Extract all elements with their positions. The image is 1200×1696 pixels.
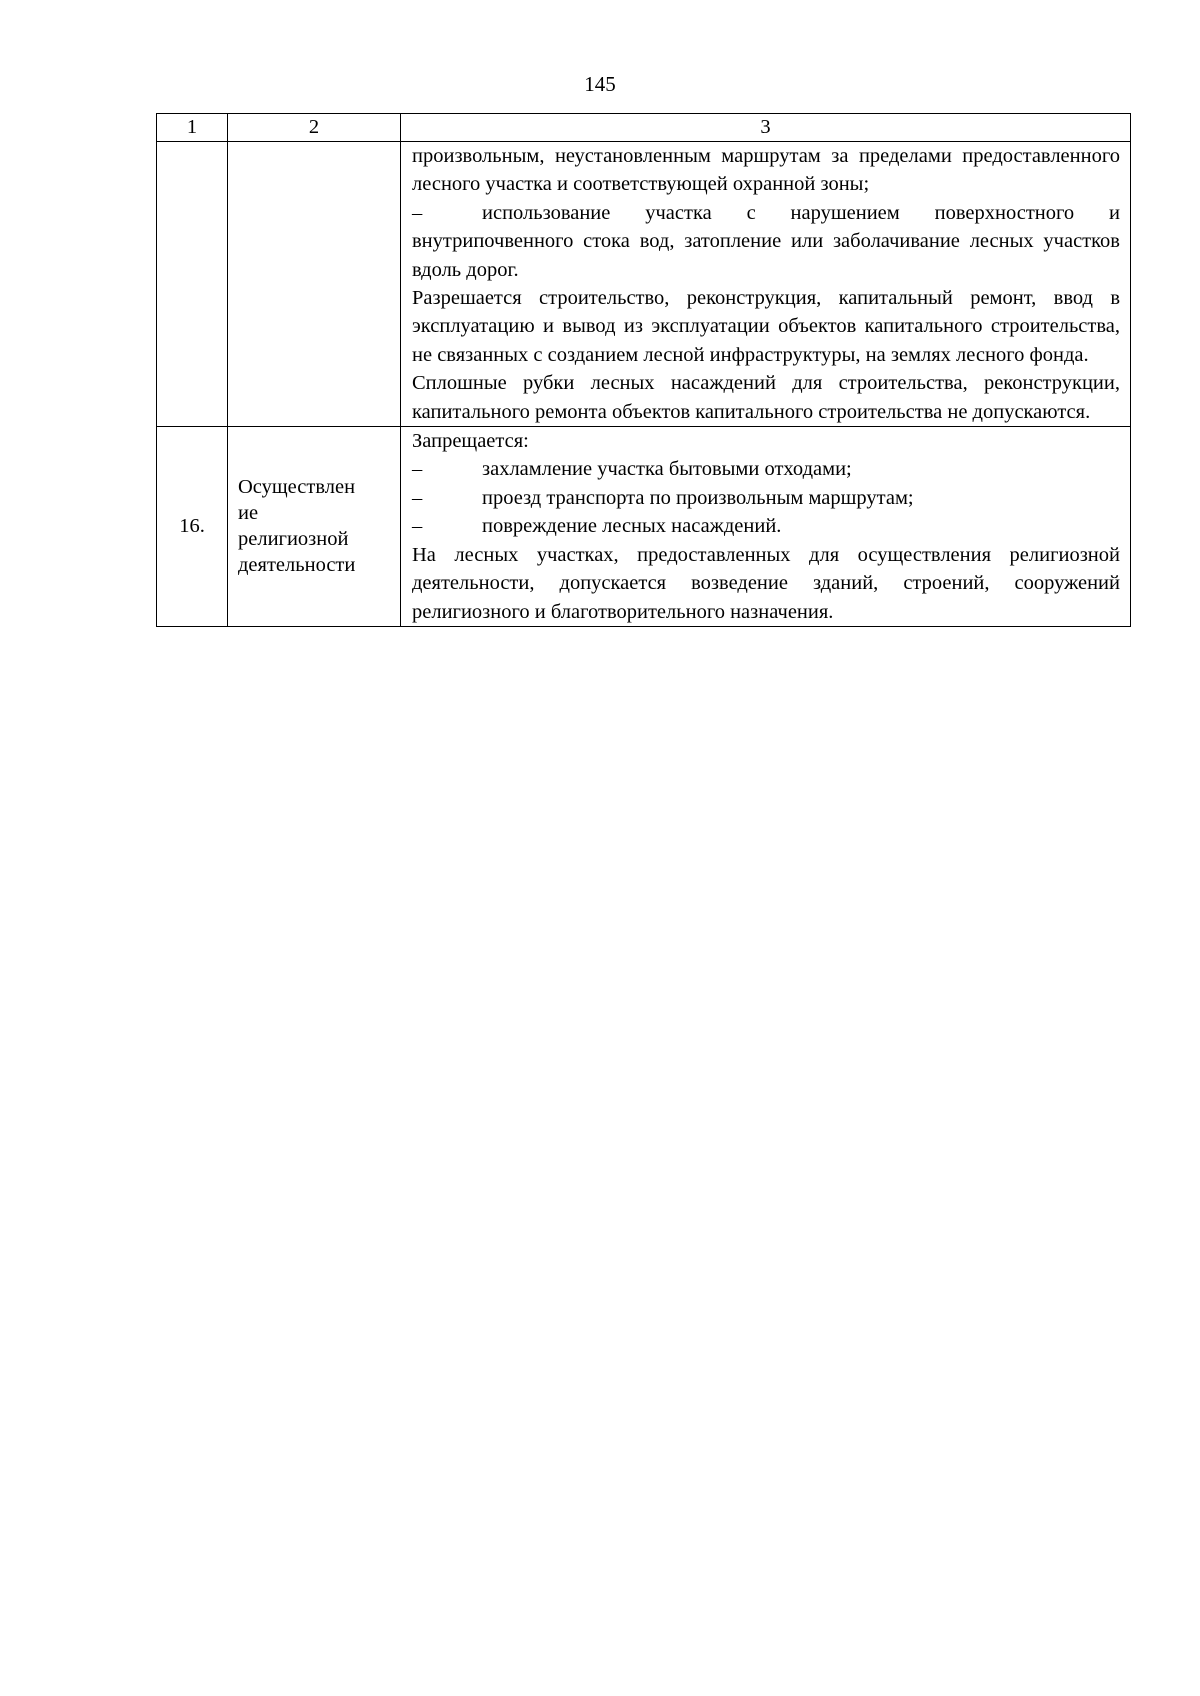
list-item-text: повреждение лесных насаждений. bbox=[482, 515, 782, 538]
row-name-line: деятельности bbox=[238, 554, 356, 577]
row-name-line: Осуществлен bbox=[238, 476, 356, 499]
dash-mark: – bbox=[412, 515, 423, 538]
paragraph-final: На лесных участках, предоставленных для осуществления религиозной деятельности, допускается возведение зданий, строений, сооружений религиозного и благотворительного назначения. bbox=[412, 543, 1120, 623]
table-row-16 bbox=[157, 427, 1131, 627]
header-col-2: 2 bbox=[228, 114, 401, 142]
paragraph-intro: Запрещается: bbox=[412, 430, 529, 453]
dash-mark: – bbox=[412, 486, 423, 509]
page-number: 145 bbox=[584, 72, 616, 96]
row-name-line: ие bbox=[238, 502, 259, 525]
row-name-cell bbox=[228, 427, 401, 627]
dash-mark: – bbox=[412, 458, 423, 481]
row-number-cell bbox=[157, 142, 228, 427]
header-col-1: 1 bbox=[157, 114, 228, 142]
header-col-3: 3 bbox=[401, 114, 1131, 142]
list-item bbox=[412, 484, 1120, 512]
table-row-continued bbox=[157, 142, 1131, 427]
table-header-row bbox=[157, 114, 1131, 142]
row-number-cell: 16. bbox=[157, 427, 228, 627]
list-item bbox=[412, 512, 1120, 540]
document-table bbox=[156, 113, 1131, 627]
dash-paragraph-text: использование участка с нарушением поверхностного и внутрипочвенного стока вод, затопление или заболачивание лесных участков вдоль дорог. bbox=[412, 201, 1120, 281]
list-item-text: проезд транспорта по произвольным маршрутам; bbox=[482, 486, 914, 509]
row-name-line: религиозной bbox=[238, 528, 349, 551]
row-name-cell bbox=[228, 142, 401, 427]
dash-paragraph bbox=[412, 199, 1120, 284]
row-content-cell bbox=[401, 142, 1131, 427]
row-content-cell bbox=[401, 427, 1131, 627]
paragraph-permitted: Разрешается строительство, реконструкция, капитальный ремонт, ввод в эксплуатацию и вывод из эксплуатации объектов капитального строительства, не связанных с созданием лесной инфраструктуры, на землях лесного фонда. bbox=[412, 287, 1120, 366]
paragraph-continued: произвольным, неустановленным маршрутам за пределами предоставленного лесного участка и соответствующей охранной зоны; bbox=[412, 145, 1120, 196]
list-item bbox=[412, 455, 1120, 483]
dash-mark: – bbox=[412, 201, 423, 224]
list-item-text: захламление участка бытовыми отходами; bbox=[482, 458, 852, 481]
paragraph-clearcut: Сплошные рубки лесных насаждений для строительства, реконструкции, капитального ремонта объектов капитального строительства не допускаются. bbox=[412, 372, 1120, 423]
